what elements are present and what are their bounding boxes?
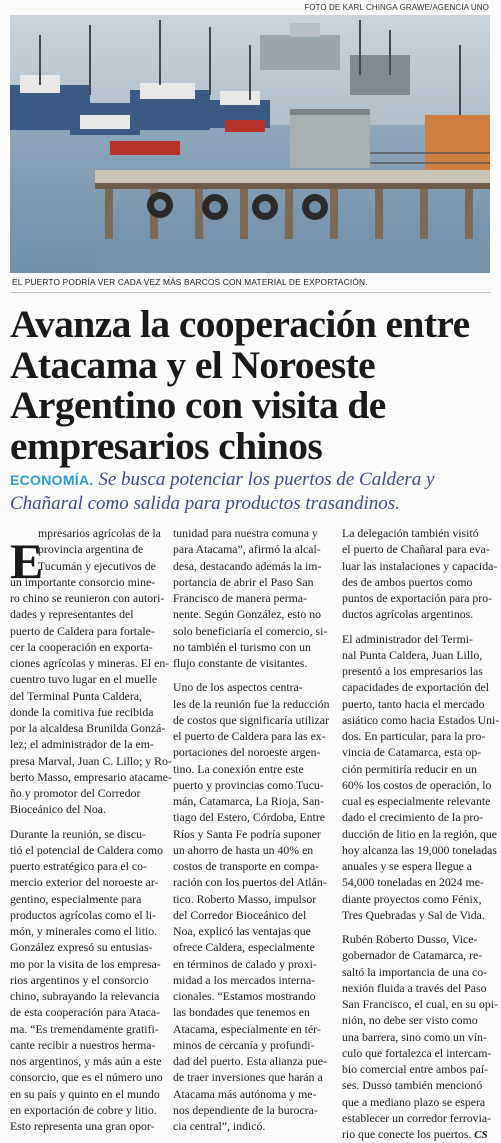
lead-text-1: Se busca potenciar los puertos de Caldera y <box>98 469 435 490</box>
article-line: culo que fortalezca el intercam- <box>342 1045 492 1060</box>
article-line: mpresarios agrícolas de la <box>38 526 161 540</box>
article-line: establecer un corredor ferrovia- <box>342 1110 492 1125</box>
article-line: chino, subrayando la relevancia <box>10 989 160 1003</box>
article-line: portancia de abrir el Paso San <box>173 574 314 589</box>
headline <box>10 304 496 466</box>
article-line: tico. Roberto Masso, impulsor <box>173 891 317 906</box>
article-line: Francisco de manera perma- <box>173 591 307 605</box>
article-line: mo por la visita de los empresa- <box>10 956 161 971</box>
article-column-1 <box>10 525 172 1134</box>
harbor-photo <box>10 15 490 273</box>
article-line: món, y minerales como el litio. <box>10 924 158 938</box>
article-line: dad del puerto. Esta alianza pue- <box>173 1054 327 1068</box>
article-line: puerto de Caldera para fortale- <box>10 623 155 638</box>
article-line: Bioceánico del Noa. <box>10 802 106 817</box>
article-line: de traer inversiones que harán a <box>173 1070 323 1085</box>
article-line: desa, destacando además la im- <box>173 558 322 573</box>
article-line: ro chino se reunieron con autori- <box>10 591 165 605</box>
article-line: dado el crecimiento de la pro- <box>342 810 484 825</box>
article-line: Esto representa una gran opor- <box>10 1119 155 1133</box>
article-line: vincia de Catamarca, esta op- <box>342 745 482 760</box>
paragraph-break <box>342 623 492 631</box>
article-line: Uno de los aspectos centra- <box>173 680 303 695</box>
headline-line: Avanza la cooperación entre <box>10 302 470 346</box>
divider <box>10 292 490 293</box>
article-line: cionales. “Estamos mostrando <box>173 989 316 1003</box>
article-line: nos argentinos, y más aún a este <box>10 1054 162 1068</box>
article-line: gentino, especialmente para <box>10 891 142 906</box>
article-line: dos. En particular, para la pro- <box>342 729 486 743</box>
article-line: Durante la reunión, se discu- <box>10 826 146 841</box>
article-line: rio que conecte los puertos. CS <box>342 1127 488 1141</box>
article-line: Tres Quebradas y Sal de Vida. <box>342 907 485 922</box>
article-line: ses. Dusso también mencionó <box>342 1078 483 1093</box>
article-column-2 <box>173 525 330 1134</box>
article-line: nal Punta Caldera, Juan Lillo, <box>342 647 483 662</box>
article-line: hoy alcanza las 19,000 toneladas <box>342 842 497 857</box>
photo-credit: FOTO DE KARL CHINGA GRAWE/AGENCIA UNO <box>304 3 489 12</box>
article-line: flujo constante de visitantes. <box>173 656 308 670</box>
article-line: Rubén Roberto Dusso, Vice- <box>342 932 478 946</box>
article-line: solo beneficiaría el comercio, si- <box>173 623 328 638</box>
article-line: anuales y se espera llegue a <box>342 859 473 873</box>
lead-line <box>10 468 496 492</box>
article-line: costos de transporte en compa- <box>173 859 320 873</box>
article-line: provincia argentina de <box>38 542 144 557</box>
headline-line: Argentino con visita de <box>10 383 386 427</box>
article-line: nión, no debe ser visto como <box>342 1013 478 1028</box>
article-line: tunidad para nuestra comuna y <box>173 526 318 540</box>
article-line: las bondades que tenemos en <box>173 1005 310 1020</box>
article-line: cante recibir a nuestros herma- <box>10 1037 156 1052</box>
article-line: minos de cercanía y profundi- <box>173 1037 315 1052</box>
article-line: puerto estratégico para el co- <box>10 859 147 873</box>
article-line: puerto y provincias como Tucu- <box>173 777 324 792</box>
article-line: rios argentinos y el consorcio <box>10 972 149 987</box>
article-line: tino. La conexión entre este <box>173 761 304 776</box>
article-line: berto Masso, empresario atacame- <box>10 769 172 784</box>
article-line: tiago del Estero, Córdoba, Entre <box>173 810 326 825</box>
article-line: diante proyectos como Fénix, <box>342 891 482 906</box>
article-line: el puerto de Caldera para las ex- <box>173 729 326 743</box>
article-line: productos agrícolas como el li- <box>10 907 157 922</box>
article-line: capacidades de exportación del <box>342 680 490 695</box>
article-line: ciones agrícolas y mineras. El en- <box>10 656 170 670</box>
drop-cap: E <box>10 533 44 589</box>
article-line: gobernador de Catamarca, re- <box>342 948 483 963</box>
article-line: 54,000 toneladas en 2024 me- <box>342 875 484 890</box>
article-line: mercio exterior del noroeste ar- <box>10 875 159 890</box>
article-line: puntos de exportación para pro- <box>342 591 493 605</box>
article-line: Ríos y Santa Fe podría suponer <box>173 826 321 841</box>
article-line: ción permitiría reducir en un <box>342 761 477 776</box>
article-line: ofrece Caldera, especialmente <box>173 940 315 955</box>
article-line: El administrador del Termi- <box>342 631 473 646</box>
article-line: portaciones del noroeste argen- <box>173 745 321 760</box>
article-line: 60% los costos de operación, lo <box>342 777 492 792</box>
article-line: San Francisco, el cual, en su opi- <box>342 997 498 1011</box>
article-line: por la alcaldesa Brunilda Gonzá- <box>10 721 166 735</box>
article-line: de costos que significaría utilizar <box>173 712 329 727</box>
article-line: nos dependiente de la burocra- <box>173 1102 318 1117</box>
article-line: ño y promotor del Corredor <box>10 786 141 800</box>
article-line: asiático como hacia Estados Uni- <box>342 712 500 727</box>
article-line: puerto, tanto hacia el mercado <box>342 696 485 711</box>
article-line: cer la cooperación en exporta- <box>10 639 153 654</box>
article-line: saltó la importancia de una co- <box>342 964 488 979</box>
article-line: presa Marval, Juan C. Lillo; y Ro- <box>10 753 172 768</box>
article-line: des de ambos puertos como <box>342 574 473 589</box>
article-line: el puerto de Chañaral para eva- <box>342 542 490 557</box>
article-line: para Atacama”, afirmó la alcal- <box>173 542 321 557</box>
article-line: que a mediano plazo se espera <box>342 1094 486 1109</box>
headline-line: empresarios chinos <box>10 423 323 468</box>
article-line: ducción de litio en la región, que <box>342 826 497 841</box>
article-line: un importante consorcio mine- <box>10 574 156 589</box>
article-line: en términos de calado y proxi- <box>173 956 317 971</box>
article-line: Noa, explicó las ventajas que <box>173 924 311 938</box>
article-line: en su país y quinto en el mundo <box>10 1086 160 1101</box>
article-line: nexión fluida a través del Paso <box>342 980 487 995</box>
paragraph-break <box>342 923 492 931</box>
article-line: no también el turismo con un <box>173 639 311 654</box>
article-line: donde la comitiva fue recibida <box>10 704 154 719</box>
article-line: ma. “Es tremendamente gratifi- <box>10 1021 159 1036</box>
article-line: midad a los mercados interna- <box>173 972 316 987</box>
article-line: dades y representantes del <box>10 607 134 622</box>
photo-caption: EL PUERTO PODRÍA VER CADA VEZ MÁS BARCOS CON MATERIAL DE EXPORTACIÓN. <box>12 277 368 287</box>
article-line: cual es especialmente relevante <box>342 794 491 808</box>
end-mark: CS <box>471 1129 488 1141</box>
article-line: mán, Catamarca, La Rioja, San- <box>173 794 325 808</box>
article-line: un ahorro de hasta un 40% en <box>173 842 314 857</box>
article-line: luar las instalaciones y capacida- <box>342 558 498 573</box>
article-line: ración con los puertos del Atlán- <box>173 875 327 890</box>
article-line: una barrera, sino como un vín- <box>342 1029 487 1044</box>
article-line: González expresó su entusias- <box>10 940 153 955</box>
lead-line: Chañaral como salida para productos trasandinos. <box>10 493 400 514</box>
article-line: del Terminal Punta Caldera, <box>10 688 142 703</box>
article-line: cuentro tuvo lugar en el muelle <box>10 672 158 687</box>
headline-line: Atacama y el Noroeste <box>10 342 376 387</box>
article-line: les de la reunión fue la reducción <box>173 696 330 711</box>
paragraph-break <box>173 671 330 679</box>
article-column-3 <box>342 525 500 1143</box>
article-line: tió el potencial de Caldera como <box>10 842 163 857</box>
article-line: ductos agrícolas argentinos. <box>342 607 474 622</box>
article-line: del Corredor Bioceánico del <box>173 907 307 922</box>
article-line: Atacama, especialmente en tér- <box>173 1021 321 1036</box>
article-line: lez; el administrador de la em- <box>10 737 154 752</box>
article-line: de esta cooperación para Ataca- <box>10 1005 160 1020</box>
article-line: La delegación también visitó <box>342 526 479 540</box>
article-line: cia central”, indicó. <box>173 1119 266 1133</box>
article-line: en exportación de cobre y litio. <box>10 1102 157 1117</box>
article-line: presentó a los empresarios las <box>342 664 483 678</box>
article-line: Tucumán y ejecutivos de <box>38 558 156 573</box>
article-line: bio comercial entre ambos paí- <box>342 1062 489 1076</box>
paragraph-break <box>10 818 160 826</box>
section-label: ECONOMÍA. <box>10 472 94 488</box>
article-line: consorcio, que es el número uno <box>10 1070 163 1085</box>
article-line: nente. Según González, esto no <box>173 607 322 622</box>
lead-summary <box>10 468 496 515</box>
article-line: Atacama más autónoma y me- <box>173 1086 317 1101</box>
